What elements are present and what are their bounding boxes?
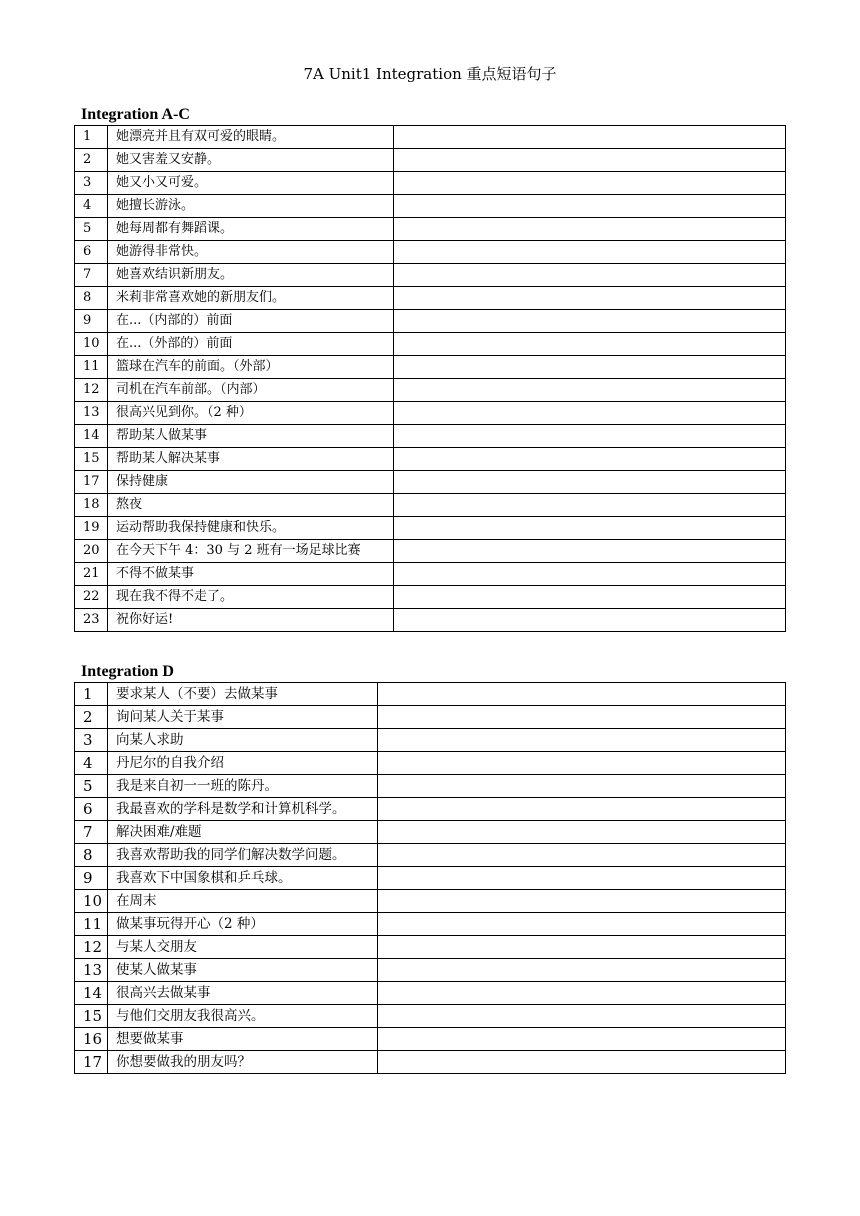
chinese-phrase: 司机在汽车前部。（内部） — [108, 379, 394, 402]
table-row — [75, 310, 786, 333]
row-number: 13 — [75, 402, 108, 425]
row-number: 8 — [75, 844, 108, 867]
answer-blank-cell[interactable] — [394, 379, 786, 402]
table-row — [75, 218, 786, 241]
answer-blank-cell[interactable] — [394, 333, 786, 356]
answer-blank-cell[interactable] — [394, 563, 786, 586]
row-number: 12 — [75, 936, 108, 959]
answer-blank-cell[interactable] — [394, 586, 786, 609]
table-row — [75, 494, 786, 517]
answer-blank-cell[interactable] — [394, 540, 786, 563]
table-row — [75, 913, 786, 936]
table-row — [75, 890, 786, 913]
chinese-phrase: 在今天下午 4：30 与 2 班有一场足球比赛 — [108, 540, 394, 563]
answer-blank-cell[interactable] — [378, 729, 786, 752]
chinese-phrase: 保持健康 — [108, 471, 394, 494]
table-row — [75, 126, 786, 149]
phrase-table-a-c — [74, 125, 786, 632]
answer-blank-cell[interactable] — [394, 517, 786, 540]
answer-blank-cell[interactable] — [378, 775, 786, 798]
row-number: 6 — [75, 798, 108, 821]
table-row — [75, 241, 786, 264]
row-number: 3 — [75, 729, 108, 752]
table-row — [75, 563, 786, 586]
row-number: 20 — [75, 540, 108, 563]
row-number: 14 — [75, 425, 108, 448]
row-number: 19 — [75, 517, 108, 540]
row-number: 7 — [75, 821, 108, 844]
row-number: 11 — [75, 913, 108, 936]
chinese-phrase: 米莉非常喜欢她的新朋友们。 — [108, 287, 394, 310]
table-row — [75, 264, 786, 287]
phrase-table-d — [74, 682, 786, 1074]
table-row — [75, 821, 786, 844]
row-number: 12 — [75, 379, 108, 402]
chinese-phrase: 与他们交朋友我很高兴。 — [108, 1005, 378, 1028]
answer-blank-cell[interactable] — [378, 683, 786, 706]
chinese-phrase: 运动帮助我保持健康和快乐。 — [108, 517, 394, 540]
table-row — [75, 586, 786, 609]
chinese-phrase: 现在我不得不走了。 — [108, 586, 394, 609]
table-row — [75, 844, 786, 867]
answer-blank-cell[interactable] — [378, 844, 786, 867]
answer-blank-cell[interactable] — [394, 149, 786, 172]
answer-blank-cell[interactable] — [378, 959, 786, 982]
answer-blank-cell[interactable] — [378, 982, 786, 1005]
answer-blank-cell[interactable] — [378, 936, 786, 959]
table-row — [75, 752, 786, 775]
chinese-phrase: 很高兴见到你。（2 种） — [108, 402, 394, 425]
chinese-phrase: 想要做某事 — [108, 1028, 378, 1051]
table-row — [75, 195, 786, 218]
row-number: 11 — [75, 356, 108, 379]
answer-blank-cell[interactable] — [394, 448, 786, 471]
table-row — [75, 379, 786, 402]
row-number: 22 — [75, 586, 108, 609]
row-number: 18 — [75, 494, 108, 517]
row-number: 13 — [75, 959, 108, 982]
answer-blank-cell[interactable] — [394, 287, 786, 310]
chinese-phrase: 询问某人关于某事 — [108, 706, 378, 729]
row-number: 21 — [75, 563, 108, 586]
answer-blank-cell[interactable] — [378, 1005, 786, 1028]
chinese-phrase: 我喜欢帮助我的同学们解决数学问题。 — [108, 844, 378, 867]
table-row — [75, 471, 786, 494]
answer-blank-cell[interactable] — [378, 821, 786, 844]
chinese-phrase: 我最喜欢的学科是数学和计算机科学。 — [108, 798, 378, 821]
table-row — [75, 867, 786, 890]
table-row — [75, 706, 786, 729]
page-title: 7A Unit1 Integration 重点短语句子 — [303, 65, 557, 83]
chinese-phrase: 她游得非常快。 — [108, 241, 394, 264]
chinese-phrase: 帮助某人解决某事 — [108, 448, 394, 471]
table-row — [75, 729, 786, 752]
table-row — [75, 959, 786, 982]
chinese-phrase: 在...（内部的）前面 — [108, 310, 394, 333]
table-row — [75, 1028, 786, 1051]
row-number: 10 — [75, 890, 108, 913]
section-heading-a-c: Integration A-C — [81, 106, 190, 123]
row-number: 3 — [75, 172, 108, 195]
answer-blank-cell[interactable] — [378, 890, 786, 913]
answer-blank-cell[interactable] — [378, 913, 786, 936]
table-row — [75, 287, 786, 310]
row-number: 16 — [75, 1028, 108, 1051]
table-row — [75, 517, 786, 540]
row-number: 1 — [75, 126, 108, 149]
chinese-phrase: 在...（外部的）前面 — [108, 333, 394, 356]
answer-blank-cell[interactable] — [378, 1028, 786, 1051]
answer-blank-cell[interactable] — [378, 752, 786, 775]
answer-blank-cell[interactable] — [394, 218, 786, 241]
chinese-phrase: 很高兴去做某事 — [108, 982, 378, 1005]
row-number: 2 — [75, 149, 108, 172]
table-row — [75, 1005, 786, 1028]
table-row — [75, 775, 786, 798]
table-row — [75, 798, 786, 821]
table-row — [75, 982, 786, 1005]
row-number: 9 — [75, 310, 108, 333]
answer-blank-cell[interactable] — [394, 126, 786, 149]
answer-blank-cell[interactable] — [394, 402, 786, 425]
section-heading-d: Integration D — [81, 663, 174, 680]
row-number: 1 — [75, 683, 108, 706]
chinese-phrase: 解决困难/难题 — [108, 821, 378, 844]
answer-blank-cell[interactable] — [394, 310, 786, 333]
table-row — [75, 609, 786, 632]
answer-blank-cell[interactable] — [394, 609, 786, 632]
chinese-phrase: 她又小又可爱。 — [108, 172, 394, 195]
answer-blank-cell[interactable] — [394, 356, 786, 379]
table-row — [75, 540, 786, 563]
chinese-phrase: 你想要做我的朋友吗？ — [108, 1051, 378, 1074]
chinese-phrase: 不得不做某事 — [108, 563, 394, 586]
chinese-phrase: 做某事玩得开心（2 种） — [108, 913, 378, 936]
answer-blank-cell[interactable] — [394, 425, 786, 448]
answer-blank-cell[interactable] — [378, 798, 786, 821]
row-number: 4 — [75, 195, 108, 218]
answer-blank-cell[interactable] — [394, 494, 786, 517]
row-number: 23 — [75, 609, 108, 632]
chinese-phrase: 她擅长游泳。 — [108, 195, 394, 218]
chinese-phrase: 她漂亮并且有双可爱的眼睛。 — [108, 126, 394, 149]
row-number: 15 — [75, 448, 108, 471]
table-row — [75, 333, 786, 356]
answer-blank-cell[interactable] — [378, 706, 786, 729]
table-row — [75, 1051, 786, 1074]
chinese-phrase: 篮球在汽车的前面。（外部） — [108, 356, 394, 379]
row-number: 17 — [75, 1051, 108, 1074]
row-number: 6 — [75, 241, 108, 264]
answer-blank-cell[interactable] — [378, 867, 786, 890]
row-number: 2 — [75, 706, 108, 729]
chinese-phrase: 她每周都有舞蹈课。 — [108, 218, 394, 241]
chinese-phrase: 她又害羞又安静。 — [108, 149, 394, 172]
row-number: 14 — [75, 982, 108, 1005]
table-row — [75, 683, 786, 706]
row-number: 5 — [75, 775, 108, 798]
table-row — [75, 425, 786, 448]
row-number: 15 — [75, 1005, 108, 1028]
chinese-phrase: 与某人交朋友 — [108, 936, 378, 959]
chinese-phrase: 使某人做某事 — [108, 959, 378, 982]
answer-blank-cell[interactable] — [394, 195, 786, 218]
answer-blank-cell[interactable] — [394, 471, 786, 494]
answer-blank-cell[interactable] — [394, 241, 786, 264]
table-row — [75, 936, 786, 959]
chinese-phrase: 我是来自初一一班的陈丹。 — [108, 775, 378, 798]
row-number: 10 — [75, 333, 108, 356]
chinese-phrase: 我喜欢下中国象棋和乒乓球。 — [108, 867, 378, 890]
table-row — [75, 172, 786, 195]
chinese-phrase: 她喜欢结识新朋友。 — [108, 264, 394, 287]
chinese-phrase: 在周末 — [108, 890, 378, 913]
chinese-phrase: 向某人求助 — [108, 729, 378, 752]
table-row — [75, 356, 786, 379]
row-number: 8 — [75, 287, 108, 310]
row-number: 17 — [75, 471, 108, 494]
row-number: 7 — [75, 264, 108, 287]
table-row — [75, 448, 786, 471]
table-row — [75, 402, 786, 425]
chinese-phrase: 丹尼尔的自我介绍 — [108, 752, 378, 775]
row-number: 9 — [75, 867, 108, 890]
answer-blank-cell[interactable] — [394, 264, 786, 287]
chinese-phrase: 要求某人（不要）去做某事 — [108, 683, 378, 706]
answer-blank-cell[interactable] — [378, 1051, 786, 1074]
row-number: 4 — [75, 752, 108, 775]
answer-blank-cell[interactable] — [394, 172, 786, 195]
chinese-phrase: 熬夜 — [108, 494, 394, 517]
chinese-phrase: 帮助某人做某事 — [108, 425, 394, 448]
table-row — [75, 149, 786, 172]
chinese-phrase: 祝你好运! — [108, 609, 394, 632]
row-number: 5 — [75, 218, 108, 241]
